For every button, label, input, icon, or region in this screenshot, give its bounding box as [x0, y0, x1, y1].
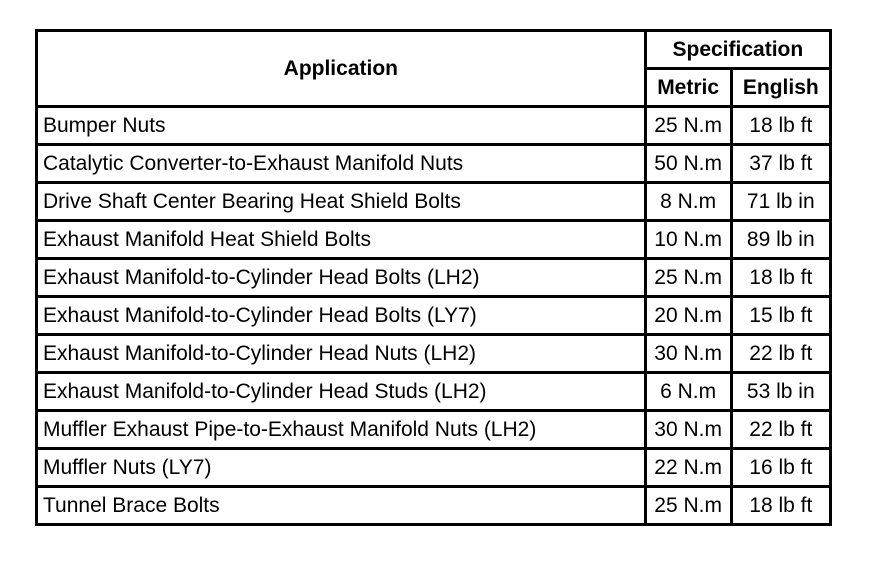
- application-cell: Muffler Exhaust Pipe-to-Exhaust Manifold Nuts (LH2): [37, 411, 646, 449]
- table-body: [37, 107, 831, 525]
- metric-cell: 25 N.m: [645, 487, 731, 525]
- table-row: [37, 373, 831, 411]
- metric-cell: 25 N.m: [645, 259, 731, 297]
- metric-cell: 25 N.m: [645, 107, 731, 145]
- metric-cell: 30 N.m: [645, 411, 731, 449]
- application-cell: Tunnel Brace Bolts: [37, 487, 646, 525]
- table-row: [37, 107, 831, 145]
- english-cell: 15 lb ft: [731, 297, 830, 335]
- english-cell: 22 lb ft: [731, 335, 830, 373]
- application-cell: Exhaust Manifold-to-Cylinder Head Studs (LH2): [37, 373, 646, 411]
- fastener-specification-table: [35, 29, 832, 526]
- english-cell: 53 lb in: [731, 373, 830, 411]
- table-row: [37, 449, 831, 487]
- metric-cell: 6 N.m: [645, 373, 731, 411]
- application-cell: Muffler Nuts (LY7): [37, 449, 646, 487]
- metric-cell: 22 N.m: [645, 449, 731, 487]
- specification-header: Specification: [645, 31, 830, 69]
- application-cell: Drive Shaft Center Bearing Heat Shield Bolts: [37, 183, 646, 221]
- table-row: [37, 297, 831, 335]
- metric-cell: 20 N.m: [645, 297, 731, 335]
- english-cell: 71 lb in: [731, 183, 830, 221]
- application-cell: Exhaust Manifold-to-Cylinder Head Bolts (LH2): [37, 259, 646, 297]
- metric-cell: 10 N.m: [645, 221, 731, 259]
- application-cell: Bumper Nuts: [37, 107, 646, 145]
- metric-header: Metric: [645, 69, 731, 107]
- application-header: Application: [37, 31, 646, 107]
- table-row: [37, 221, 831, 259]
- metric-cell: 30 N.m: [645, 335, 731, 373]
- english-cell: 22 lb ft: [731, 411, 830, 449]
- table-row: [37, 411, 831, 449]
- application-cell: Exhaust Manifold-to-Cylinder Head Nuts (LH2): [37, 335, 646, 373]
- table-row: [37, 259, 831, 297]
- english-cell: 89 lb in: [731, 221, 830, 259]
- header-row-top: [37, 31, 831, 69]
- application-cell: Exhaust Manifold-to-Cylinder Head Bolts (LY7): [37, 297, 646, 335]
- english-cell: 37 lb ft: [731, 145, 830, 183]
- metric-cell: 8 N.m: [645, 183, 731, 221]
- english-cell: 18 lb ft: [731, 107, 830, 145]
- english-cell: 18 lb ft: [731, 487, 830, 525]
- english-header: English: [731, 69, 830, 107]
- english-cell: 18 lb ft: [731, 259, 830, 297]
- metric-cell: 50 N.m: [645, 145, 731, 183]
- table-row: [37, 183, 831, 221]
- table-row: [37, 487, 831, 525]
- application-cell: Catalytic Converter-to-Exhaust Manifold Nuts: [37, 145, 646, 183]
- table-row: [37, 145, 831, 183]
- table-row: [37, 335, 831, 373]
- english-cell: 16 lb ft: [731, 449, 830, 487]
- application-cell: Exhaust Manifold Heat Shield Bolts: [37, 221, 646, 259]
